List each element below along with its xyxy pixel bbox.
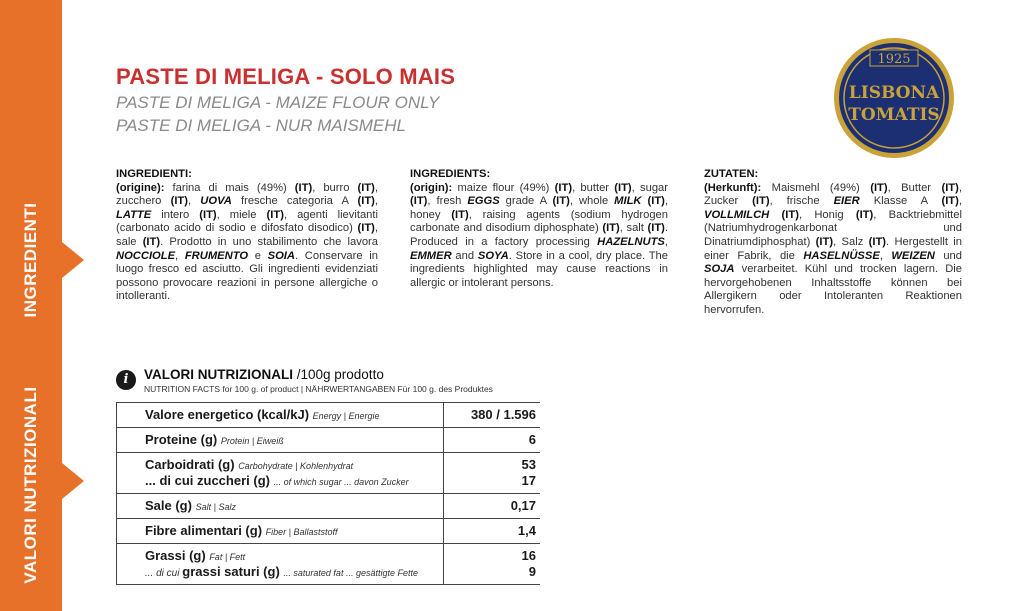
allergen: SOIA [267,249,295,262]
product-subtitle-en: PASTE DI MELIGA - MAIZE FLOUR ONLY [116,93,440,112]
nutrient-line [145,457,443,473]
nutrition-row [117,403,540,428]
allergen: EGGS [467,195,500,208]
text-segment: , whole [569,195,615,208]
ingredients-de-body [704,182,962,318]
origin-tag: (IT) [357,222,375,235]
text-segment: , fresh [427,195,468,208]
origin-tag: (IT) [357,181,375,194]
text-segment: , butter [572,181,615,194]
text-segment: . Hergestellt in einer Fabrik, die [704,235,962,262]
text-segment: farina di mais (49%) [164,181,295,194]
text-segment: Klasse A [859,195,942,208]
text-segment: , Honig [798,208,856,221]
product-title: PASTE DI MELIGA - SOLO MAIS [116,64,456,89]
ingredients-de-heading: ZUTATEN: [704,168,759,180]
origin-tag: (IT) [410,195,428,208]
text-segment: und [934,249,963,262]
text-segment: . Store in a cool, dry place. The ingredients highlighted may cause reactions in allergic or intolerant persons. [410,249,668,289]
origin-tag: (IT) [266,208,284,221]
ingredients-it-heading: INGREDIENTI: [116,168,192,180]
nutrient-name: Proteine (g) [145,432,218,447]
ingredients-it-body [116,182,378,304]
text-segment: fresche categoria A [231,195,358,208]
nutrient-value: 17 [521,473,536,488]
ingredients-en [410,168,668,290]
allergen: FRUMENTO [184,249,249,262]
nutrient-line [145,432,443,448]
text-segment [769,209,781,221]
text-segment: . Produced in a factory processing [410,222,669,248]
logo-year: 1925 [877,52,911,67]
text-segment: , [374,195,378,208]
lisbona-tomatis-logo [832,36,956,160]
nutrition-title [144,367,384,382]
info-icon: i [116,370,136,390]
origin-tag: (IT) [647,195,665,208]
text-segment: , [664,235,668,248]
text-segment: verarbeitet. Kühl und trocken lagern. Die hervorgehobenen Inhaltsstoffe können bei Allergikern oder Intoleranten Reaktionen hervorrufen. [704,263,962,316]
sidebar-notch-valori [62,463,84,499]
nutrient-translation: ... saturated fat ... gesättigte Fette [283,568,418,578]
nutrient-value: 1,4 [517,523,536,538]
nutrient-name: Sale (g) [145,498,192,513]
text-segment: , frische [769,195,834,208]
nutrition-subtitle: NUTRITION FACTS for 100 g. of product | NÄHRWERTANGABEN Für 100 g. des Produktes [144,384,493,394]
text-segment: . Prodotto in uno stabilimento che lavora [160,235,378,248]
nutrition-row-label [117,428,444,452]
nutrient-translation: Energy | Energie [312,411,380,421]
allergen: WEIZEN [891,249,935,262]
nutrient-name: ... di cui zuccheri (g) [145,473,270,488]
origin-tag: (IT) [941,195,959,208]
nutrient-translation: Fat | Fett [209,552,246,562]
text-segment: intero [151,208,200,221]
origin-tag: (IT) [752,195,770,208]
nutrition-row-label [117,403,444,427]
sidebar-label-valori [0,365,62,605]
origin-tag: (IT) [199,208,217,221]
text-segment: , sale [116,222,378,248]
sidebar-notch-ingredienti [62,242,84,278]
nutrient-line [145,564,443,580]
allergen: HASELNÜSSE [803,249,880,262]
allergen: SOJA [704,263,735,276]
origin-tag: (Herkunft): [704,181,762,194]
nutrient-value: 16 [521,548,536,563]
text-segment: , honey [410,195,668,221]
origin-tag: (IT) [781,208,799,221]
origin-tag: (origine): [116,181,165,194]
nutrition-title-bold: VALORI NUTRIZIONALI [144,367,293,382]
nutrient-name: Valore energetico (kcal/kJ) [145,407,310,422]
origin-tag: (IT) [941,181,959,194]
nutrient-prefix: ... di cui [145,568,183,579]
sidebar-label-ingredienti-text: INGREDIENTI [21,202,40,318]
nutrient-name: Grassi (g) [145,548,206,563]
nutrient-line [145,523,443,539]
allergen: MILK [614,195,642,208]
nutrient-line [145,498,443,514]
nutrition-row-label [117,519,444,543]
text-segment: , [879,249,892,262]
text-segment: , salt [619,222,648,235]
product-subtitle-de: PASTE DI MELIGA - NUR MAISMEHL [116,116,406,135]
ingredients-de [704,168,962,318]
text-segment: , burro [312,181,358,194]
origin-tag: (IT) [855,208,874,221]
nutrition-table [116,402,540,585]
nutrition-row-label [117,453,444,493]
text-segment: maize flour (49%) [452,181,555,194]
nutrition-row-value [444,428,540,452]
nutrition-row-label [117,544,444,584]
origin-tag: (IT) [170,195,188,208]
nutrient-name: Fibre alimentari (g) [145,523,263,538]
text-segment: , miele [216,208,267,221]
nutrition-title-rest: /100g prodotto [293,367,384,382]
sidebar-label-valori-text: VALORI NUTRIZIONALI [21,386,40,584]
nutrient-translation: Salt | Salz [195,502,236,512]
logo-line1: LISBONA [848,83,940,103]
allergen: HAZELNUTS [597,235,665,248]
origin-tag: (IT) [451,208,469,221]
text-segment: , agenti lievitanti (carbonato acido di sodio e difosfato disodico) [116,208,379,235]
nutrient-translation: Fiber | Ballaststoff [265,527,338,537]
nutrient-line [145,407,443,423]
nutrient-value: 9 [528,564,536,579]
allergen: UOVA [200,195,232,208]
ingredients-en-heading: INGREDIENTS: [410,168,491,180]
origin-tag: (origin): [410,181,453,194]
nutrient-translation: Protein | Eiweiß [220,436,284,446]
nutrient-line [145,548,443,564]
nutrition-row-value [444,494,540,518]
origin-tag: (IT) [294,181,313,194]
text-segment: , [175,249,185,262]
nutrition-row-value [444,519,540,543]
allergen: SOYA [477,249,509,262]
nutrition-row-value [444,403,540,427]
origin-tag: (IT) [554,181,573,194]
nutrient-value: 380 / 1.596 [470,407,536,422]
text-segment: , sugar [631,181,669,194]
nutrient-translation: ... of which sugar ... davon Zucker [273,477,409,487]
text-segment: , Butter [887,181,942,194]
allergen: EMMER [410,249,452,262]
nutrient-value: 6 [528,432,536,447]
text-segment: , raising agents (sodium hydrogen carbonate and disodium diphosphate) [410,208,669,235]
text-segment: and [451,249,478,262]
text-segment: , [188,195,201,208]
nutrition-row-value [444,453,540,493]
logo-line2: TOMATIS [848,105,940,125]
text-segment: , [958,195,962,208]
nutrition-row [117,544,540,585]
allergen: LATTE [116,208,152,221]
nutrient-line [145,473,443,489]
text-segment: , zucchero [116,181,378,208]
origin-tag: (IT) [357,195,375,208]
nutrient-value: 0,17 [510,498,536,513]
nutrient-value: 53 [521,457,536,472]
origin-tag: (IT) [142,235,161,248]
nutrition-row-value [444,544,540,584]
origin-tag: (IT) [647,222,665,235]
allergen: VOLLMILCH [704,208,770,221]
nutrition-row [117,519,540,544]
nutrition-row [117,494,540,519]
text-segment: Maismehl (49%) [761,181,871,194]
ingredients-it [116,168,378,304]
origin-tag: (IT) [552,195,570,208]
origin-tag: (IT) [614,181,632,194]
origin-tag: (IT) [870,181,888,194]
text-segment: . Conservare in luogo fresco ed asciutto. Gli ingredienti evidenziati possono provocare reazioni in persone allergiche o intolleranti. [116,249,378,303]
ingredients-en-body [410,182,668,291]
origin-tag: (IT) [868,235,887,248]
allergen: NOCCIOLE [116,249,176,262]
text-segment: , Backtriebmittel (Natriumhydrogenkarbonat und Dinatriumdiphosphat) [704,208,962,248]
text-segment: , Salz [833,235,869,248]
nutrition-row [117,453,540,494]
allergen: EIER [833,195,860,208]
nutrient-translation: Carbohydrate | Kohlenhydrat [238,461,354,471]
text-segment: , Zucker [704,181,962,208]
text-segment: grade A [499,195,553,208]
text-segment: e [248,249,268,262]
nutrition-row [117,428,540,453]
origin-tag: (IT) [815,235,834,248]
nutrient-name: Carboidrati (g) [145,457,235,472]
sidebar-label-ingredienti [0,175,62,345]
nutrition-row-label [117,494,444,518]
nutrient-name: grassi saturi (g) [182,564,280,579]
origin-tag: (IT) [602,222,620,235]
